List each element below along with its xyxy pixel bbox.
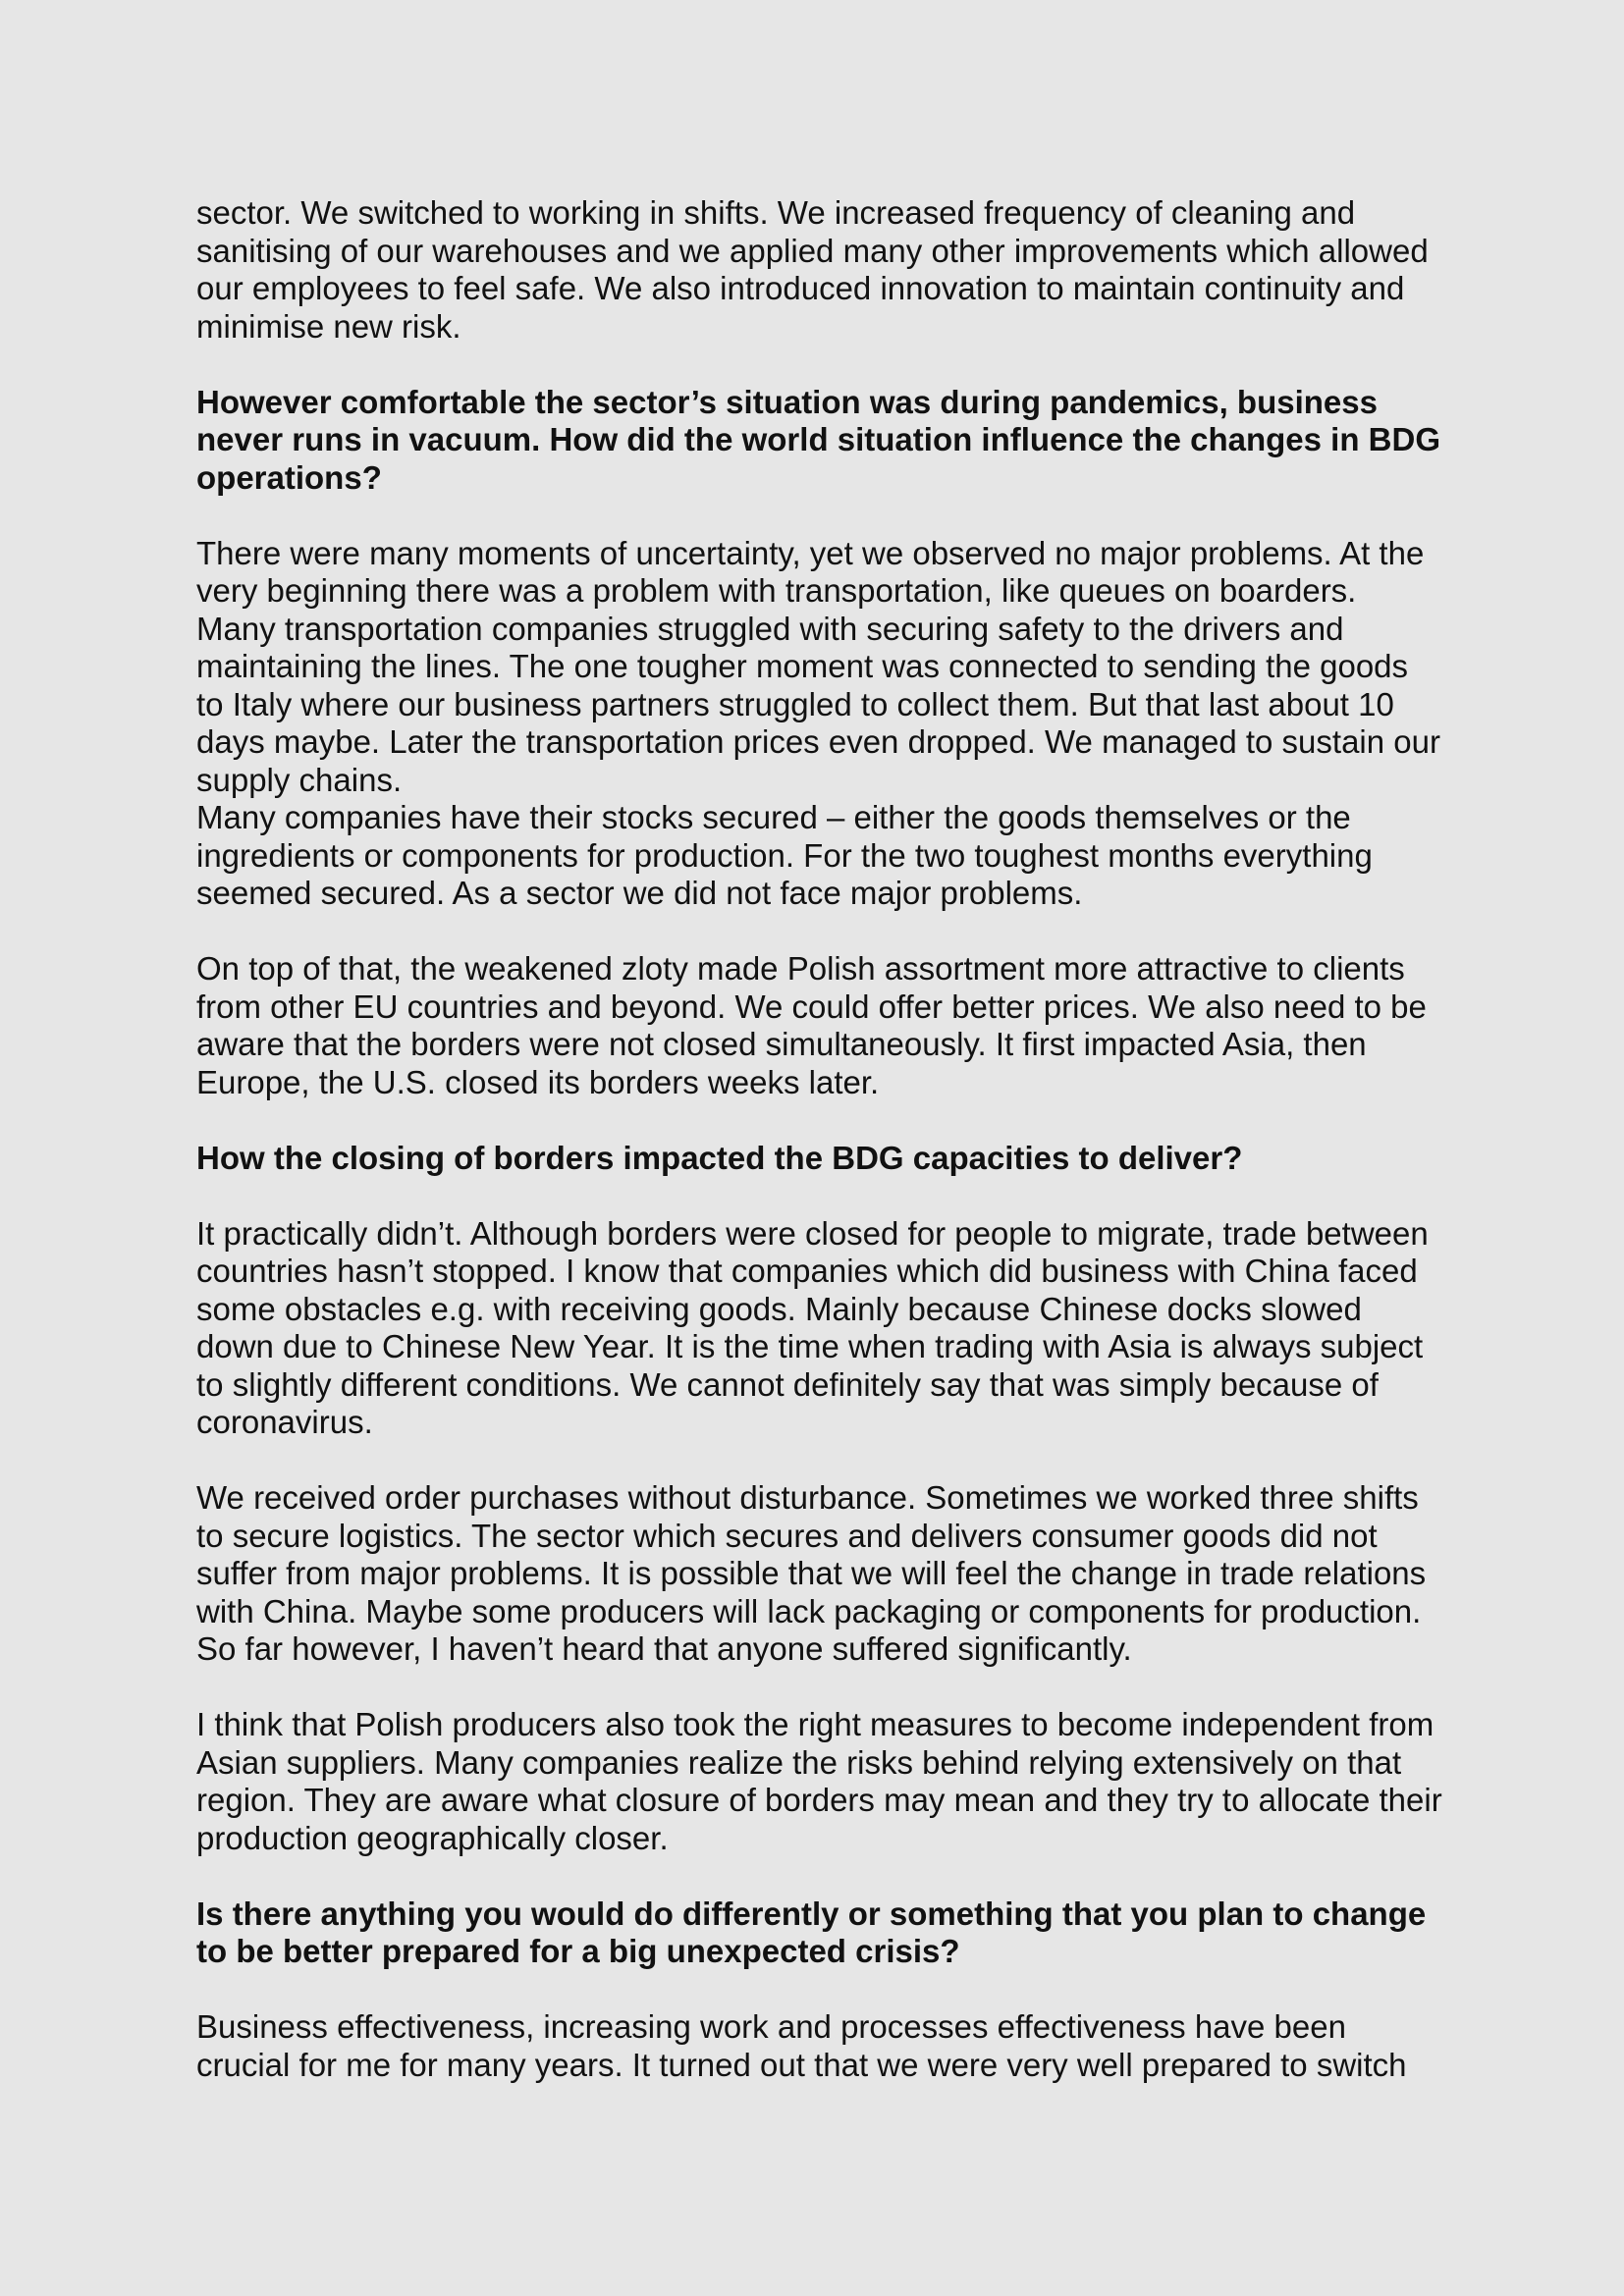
question-2: How the closing of borders impacted the BDG capacities to deliver? xyxy=(196,1139,1243,1176)
paragraph-6: We received order purchases without disturbance. Sometimes we worked three shifts to secure logistics. The sector which secures and delivers consumer goods did not suffer from major problems. It is possible that we will feel the change in trade relations with China. Maybe some producers will lack packaging or components for production. So far however, I haven’t heard that anyone suffered significantly. xyxy=(196,1479,1427,1667)
paragraph-3: Many companies have their stocks secured – either the goods themselves or the ingredients or components for production. For the two toughest months everything seemed secured. As a sector we did not face major problems. xyxy=(196,799,1373,911)
paragraph-2: There were many moments of uncertainty, yet we observed no major problems. At the very beginning there was a problem with transportation, like queues on boarders. Many transportation companies struggled with securing safety to the drivers and maintaining the lines. The one tougher moment was connected to sending the goods to Italy where our business partners struggled to collect them. But that last about 10 days maybe. Later the transportation prices even dropped. We managed to sustain our supply chains. xyxy=(196,534,1440,798)
paragraph-7: I think that Polish producers also took the right measures to become independent from Asian suppliers. Many companies realize the risks behind relying extensively on that region. They are aware what closure of borders may mean and they try to allocate their production geographically closer. xyxy=(196,1706,1442,1856)
paragraph-8: Business effectiveness, increasing work and processes effectiveness have been crucial for me for many years. It turned out that we were very well prepared to switch xyxy=(196,2008,1407,2083)
question-3: Is there anything you would do differently or something that you plan to change to be better prepared for a big unexpected crisis? xyxy=(196,1895,1427,1969)
paragraph-5: It practically didn’t. Although borders were closed for people to migrate, trade between countries hasn’t stopped. I know that companies which did business with China faced some obstacles e.g. with receiving goods. Mainly because Chinese docks slowed down due to Chinese New Year. It is the time when trading with Asia is always subject to slightly different conditions. We cannot definitely say that was simply because of coronavirus. xyxy=(196,1214,1429,1440)
document-page xyxy=(196,194,1443,2084)
paragraph-1: sector. We switched to working in shifts. We increased frequency of cleaning and sanitising of our warehouses and we applied many other improvements which allowed our employees to feel safe. We also introduced innovation to maintain continuity and minimise new risk. xyxy=(196,194,1429,345)
question-1: However comfortable the sector’s situation was during pandemics, business never runs in vacuum. How did the world situation influence the changes in BDG operations? xyxy=(196,383,1441,496)
paragraph-4: On top of that, the weakened zloty made Polish assortment more attractive to clients from other EU countries and beyond. We could offer better prices. We also need to be aware that the borders were not closed simultaneously. It first impacted Asia, then Europe, the U.S. closed its borders weeks later. xyxy=(196,950,1427,1100)
